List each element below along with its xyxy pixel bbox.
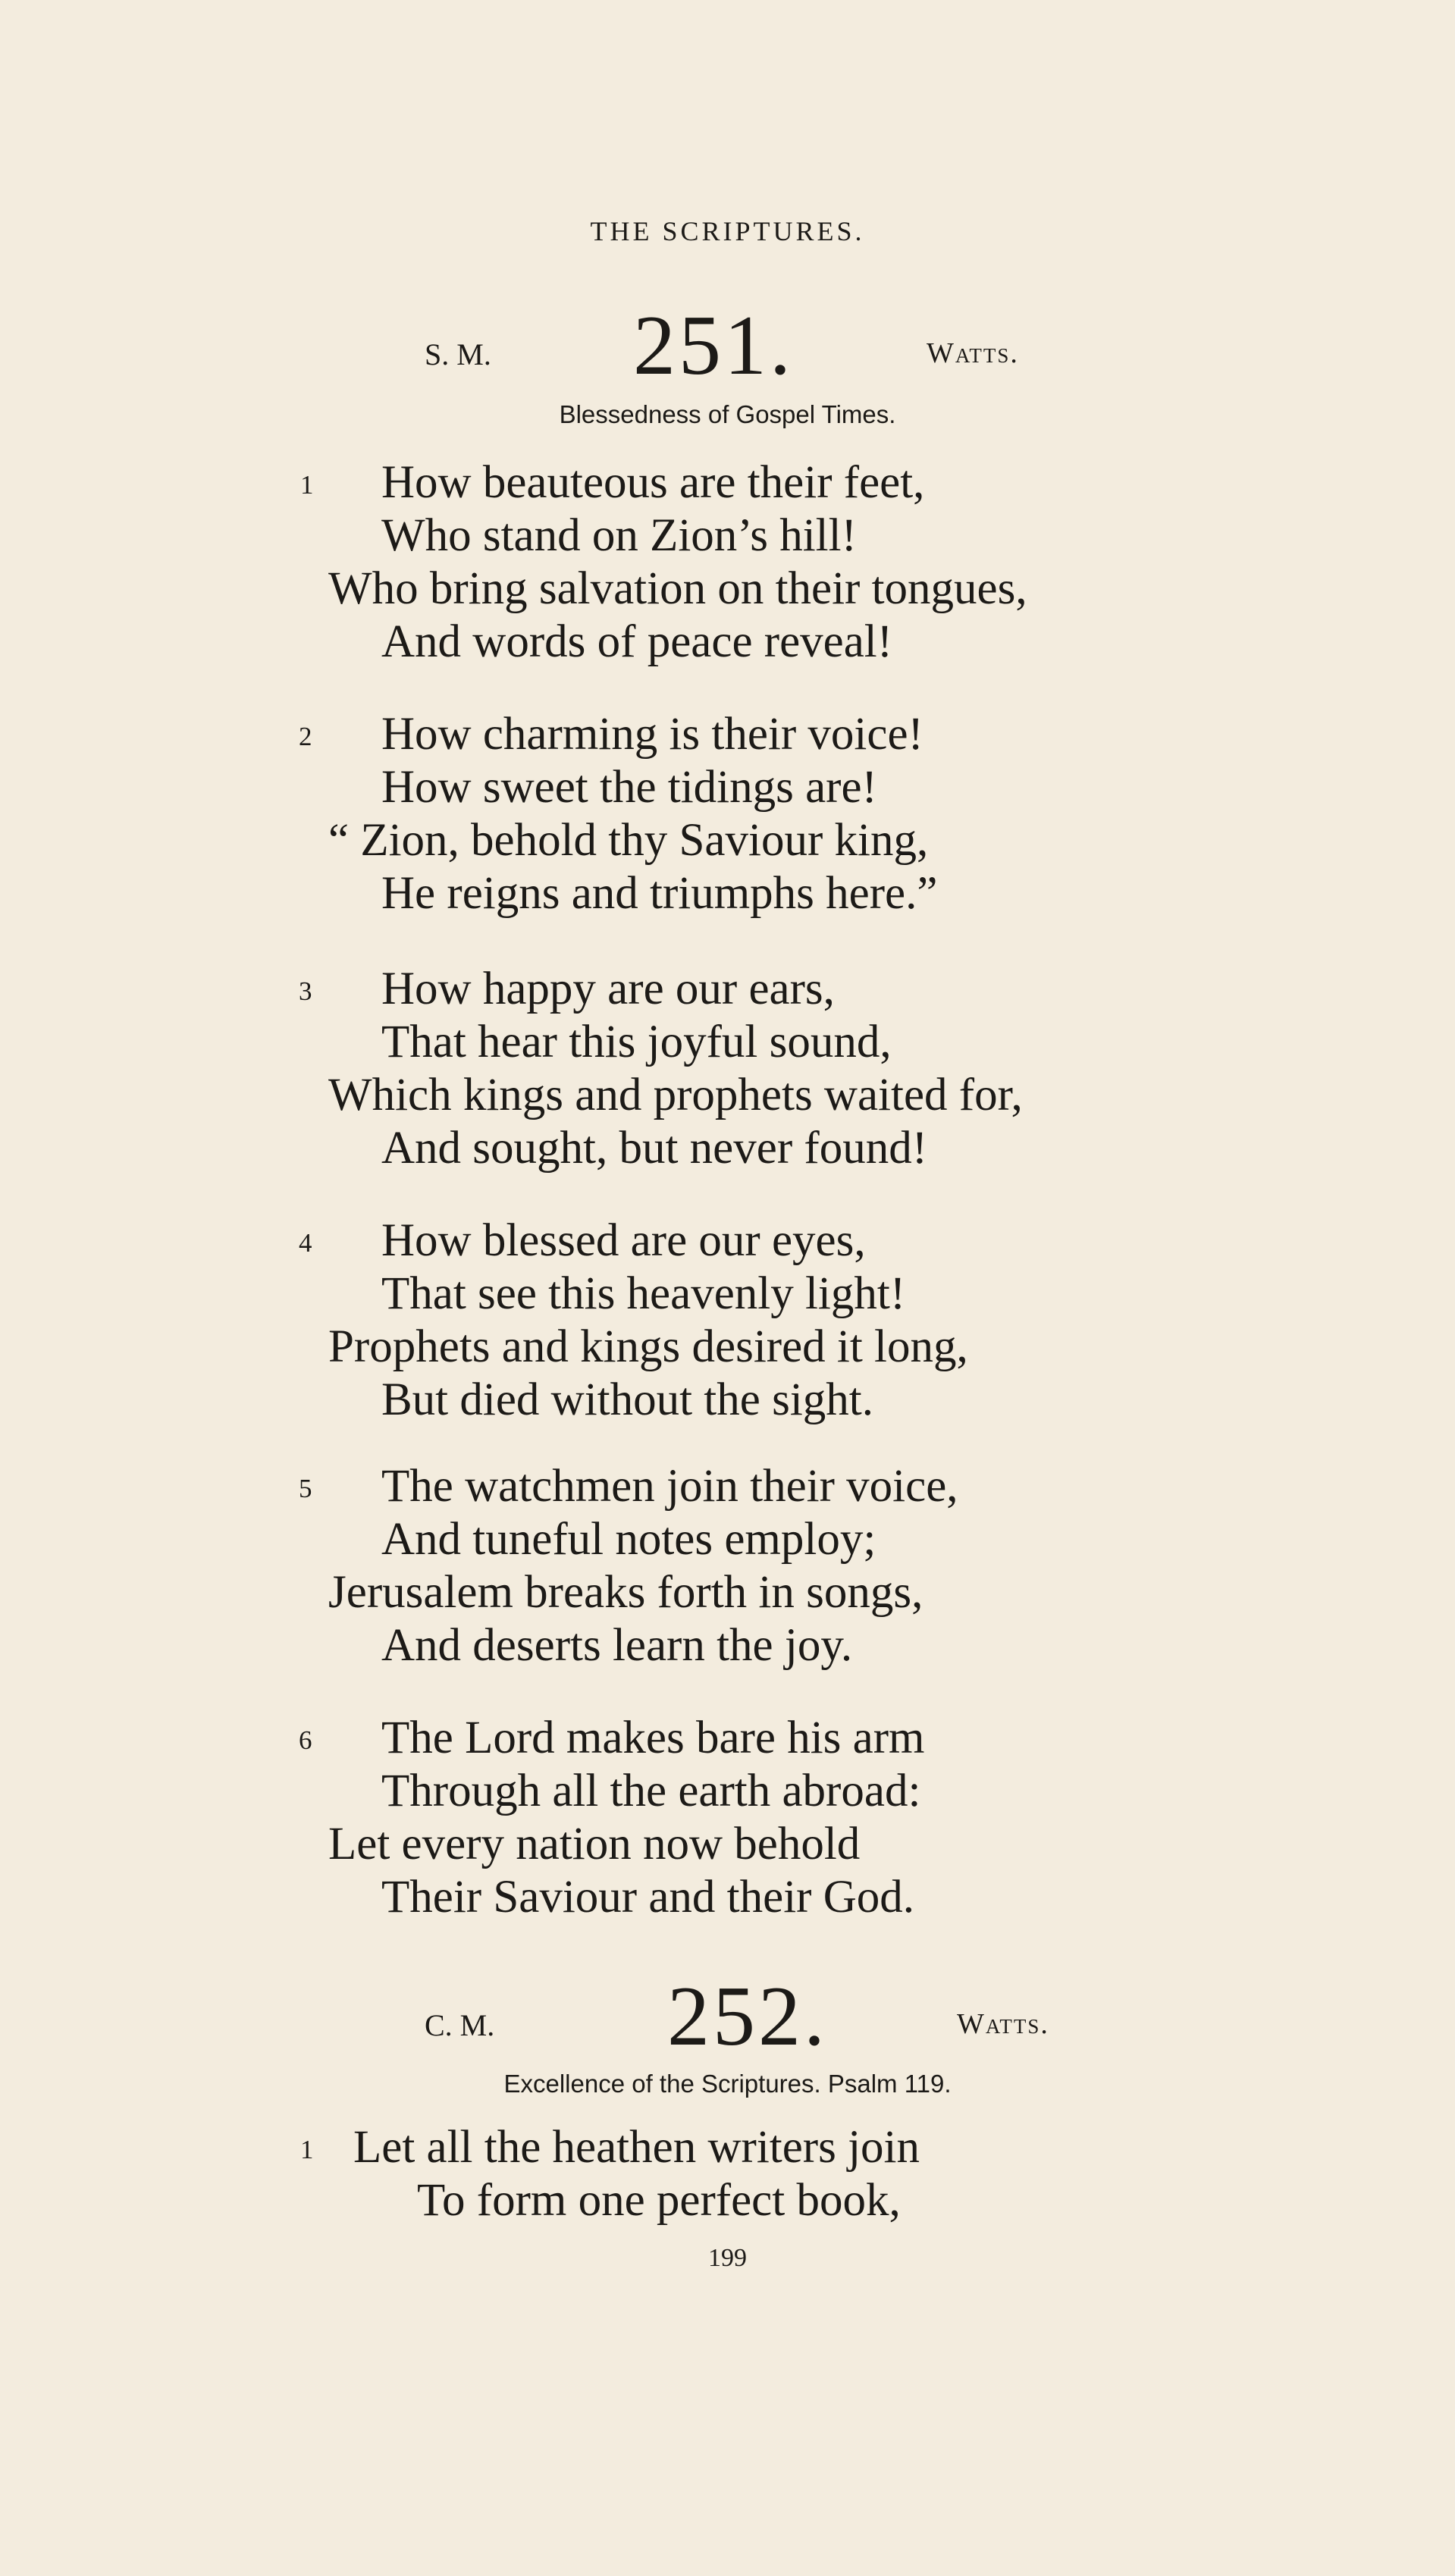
verse-line: Prophets and kings desired it long, <box>328 1321 968 1372</box>
hymn-number: 251. <box>633 299 794 393</box>
verse-line: Let all the heathen writers join <box>353 2122 920 2173</box>
verse-line: But died without the sight. <box>381 1374 873 1425</box>
verse-line: And deserts learn the joy. <box>381 1620 853 1671</box>
hymn-author: Watts. <box>957 2008 1049 2040</box>
hymn-meter: S. M. <box>425 337 491 371</box>
verse-line: Let every nation now behold <box>328 1819 861 1869</box>
page-number: 199 <box>708 2244 747 2272</box>
hymn-251-header <box>0 296 1455 393</box>
verse-line: How charming is their voice! <box>381 709 923 760</box>
verse-line: And words of peace reveal! <box>381 616 893 667</box>
hymn-subtitle: Excellence of the Scriptures. Psalm 119. <box>503 2070 952 2098</box>
hymn-subtitle: Blessedness of Gospel Times. <box>559 400 896 428</box>
stanza-number: 2 <box>299 722 312 751</box>
verse-line: Who bring salvation on their tongues, <box>328 563 1027 614</box>
hymn-number: 252. <box>667 1970 828 2064</box>
verse-line: That see this heavenly light! <box>381 1268 906 1319</box>
stanza-number: 6 <box>299 1725 312 1755</box>
stanza-number: 4 <box>299 1228 312 1258</box>
verse-line: And tuneful notes employ; <box>381 1514 876 1565</box>
verse-line: That hear this joyful sound, <box>381 1017 892 1067</box>
stanza-number: 5 <box>299 1474 312 1503</box>
verse-line: How blessed are our eyes, <box>381 1215 866 1266</box>
stanza-number: 1 <box>300 470 314 500</box>
verse-line: “ Zion, behold thy Saviour king, <box>328 815 929 866</box>
verse-line: How sweet the tidings are! <box>381 762 877 813</box>
verse-line: Who stand on Zion’s hill! <box>381 510 857 561</box>
verse-line: How happy are our ears, <box>381 964 835 1014</box>
hymn-author: Watts. <box>927 337 1019 369</box>
verse-line: The watchmen join their voice, <box>381 1461 958 1512</box>
verse-line: To form one perfect book, <box>417 2175 901 2226</box>
verse-line: Which kings and prophets waited for, <box>328 1070 1023 1120</box>
verse-line: Their Saviour and their God. <box>381 1872 915 1923</box>
verse-line: And sought, but never found! <box>381 1123 928 1174</box>
verse-line: How beauteous are their feet, <box>381 457 925 508</box>
verse-line: He reigns and triumphs here.” <box>381 868 938 919</box>
verse-line: Through all the earth abroad: <box>381 1766 921 1816</box>
stanza-number: 1 <box>300 2135 314 2164</box>
hymn-meter: C. M. <box>425 2008 495 2042</box>
stanza-number: 3 <box>299 976 312 1006</box>
running-head: THE SCRIPTURES. <box>590 216 865 246</box>
verse-line: The Lord makes bare his arm <box>381 1713 925 1763</box>
verse-line: Jerusalem breaks forth in songs, <box>328 1567 923 1618</box>
hymn-252-header <box>0 1966 1455 2064</box>
